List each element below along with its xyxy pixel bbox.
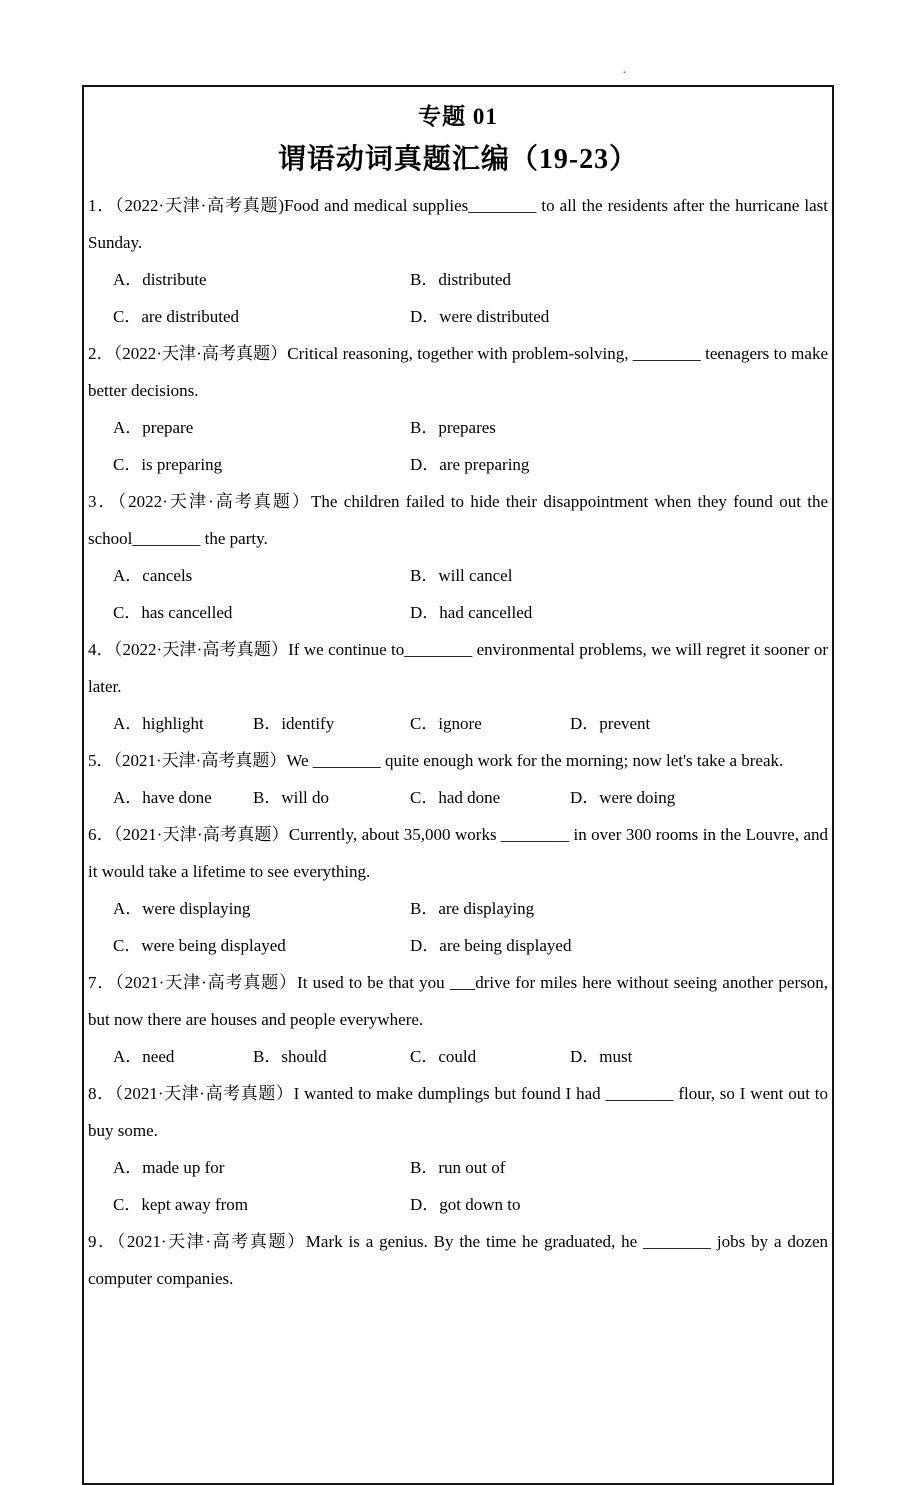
option: B．are displaying <box>410 899 535 918</box>
option: B．distributed <box>410 270 512 289</box>
option-row <box>88 298 828 335</box>
option: C．kept away from <box>113 1195 249 1214</box>
question-block <box>88 335 828 483</box>
option: C．ignore <box>410 714 482 733</box>
stray-mark: · <box>622 66 627 81</box>
option: A．cancels <box>113 566 193 585</box>
question-stem: 1．（2022·天津·高考真题)Food and medical supplies________ to all the residents after the hurricane last Sunday. <box>88 196 828 252</box>
document-title: 专题 01 <box>418 104 498 129</box>
option: D．were distributed <box>410 307 550 326</box>
option-row <box>88 927 828 964</box>
option: D．prevent <box>570 714 651 733</box>
question-block <box>88 742 828 816</box>
question-block <box>88 631 828 742</box>
option: A．were displaying <box>113 899 251 918</box>
option-row <box>88 890 828 927</box>
question-block <box>88 964 828 1075</box>
question-stem: 4．（2022·天津·高考真题）If we continue to________ environmental problems, we will regret it sooner or later. <box>88 640 828 696</box>
option-row <box>88 705 828 742</box>
option: B．will do <box>253 788 330 807</box>
option: C．is preparing <box>113 455 223 474</box>
option-row <box>88 594 828 631</box>
option: B．will cancel <box>410 566 513 585</box>
option-row <box>88 409 828 446</box>
option: C．could <box>410 1047 477 1066</box>
option: D．got down to <box>410 1195 521 1214</box>
document-page <box>82 85 834 1485</box>
question-block <box>88 187 828 335</box>
option: B．prepares <box>410 418 496 437</box>
question-stem: 8．（2021·天津·高考真题）I wanted to make dumplings but found I had ________ flour, so I went out to buy some. <box>88 1084 828 1140</box>
document-subtitle: 谓语动词真题汇编（19-23） <box>277 144 639 175</box>
option: C．were being displayed <box>113 936 286 955</box>
questions <box>88 187 828 1297</box>
option-row <box>88 1149 828 1186</box>
question-stem: 5．（2021·天津·高考真题）We ________ quite enough work for the morning; now let's take a break. <box>88 751 784 770</box>
option-row <box>88 779 828 816</box>
option: C．has cancelled <box>113 603 233 622</box>
option: A．prepare <box>113 418 194 437</box>
question-block <box>88 1223 828 1297</box>
option: A．need <box>113 1047 175 1066</box>
question-block <box>88 1075 828 1223</box>
option: D．are preparing <box>410 455 530 474</box>
question-block <box>88 483 828 631</box>
option: B．identify <box>253 714 335 733</box>
option: A．have done <box>113 788 212 807</box>
option: B．should <box>253 1047 327 1066</box>
option-row <box>88 261 828 298</box>
option-row <box>88 1038 828 1075</box>
question-stem: 7．（2021·天津·高考真题）It used to be that you ___drive for miles here without seeing another person, but now there are houses and people everywhere. <box>88 973 828 1029</box>
option: D．had cancelled <box>410 603 533 622</box>
option-row <box>88 1186 828 1223</box>
option: D．are being displayed <box>410 936 572 955</box>
option: A．distribute <box>113 270 207 289</box>
question-block <box>88 816 828 964</box>
option: D．must <box>570 1047 633 1066</box>
question-stem: 2．（2022·天津·高考真题）Critical reasoning, together with problem-solving, ________ teenagers to make better decisions. <box>88 344 828 400</box>
option-row <box>88 557 828 594</box>
option: B．run out of <box>410 1158 506 1177</box>
question-stem: 3．（2022·天津·高考真题）The children failed to hide their disappointment when they found out the school________ the party. <box>88 492 828 548</box>
option: C．had done <box>410 788 501 807</box>
question-stem: 6．（2021·天津·高考真题）Currently, about 35,000 works ________ in over 300 rooms in the Louvre, and it would take a lifetime to see everything. <box>88 825 828 881</box>
option: C．are distributed <box>113 307 240 326</box>
option: A．highlight <box>113 714 204 733</box>
question-stem: 9．（2021·天津·高考真题）Mark is a genius. By the time he graduated, he ________ jobs by a dozen computer companies. <box>88 1232 828 1288</box>
option: D．were doing <box>570 788 676 807</box>
option: A．made up for <box>113 1158 225 1177</box>
option-row <box>88 446 828 483</box>
